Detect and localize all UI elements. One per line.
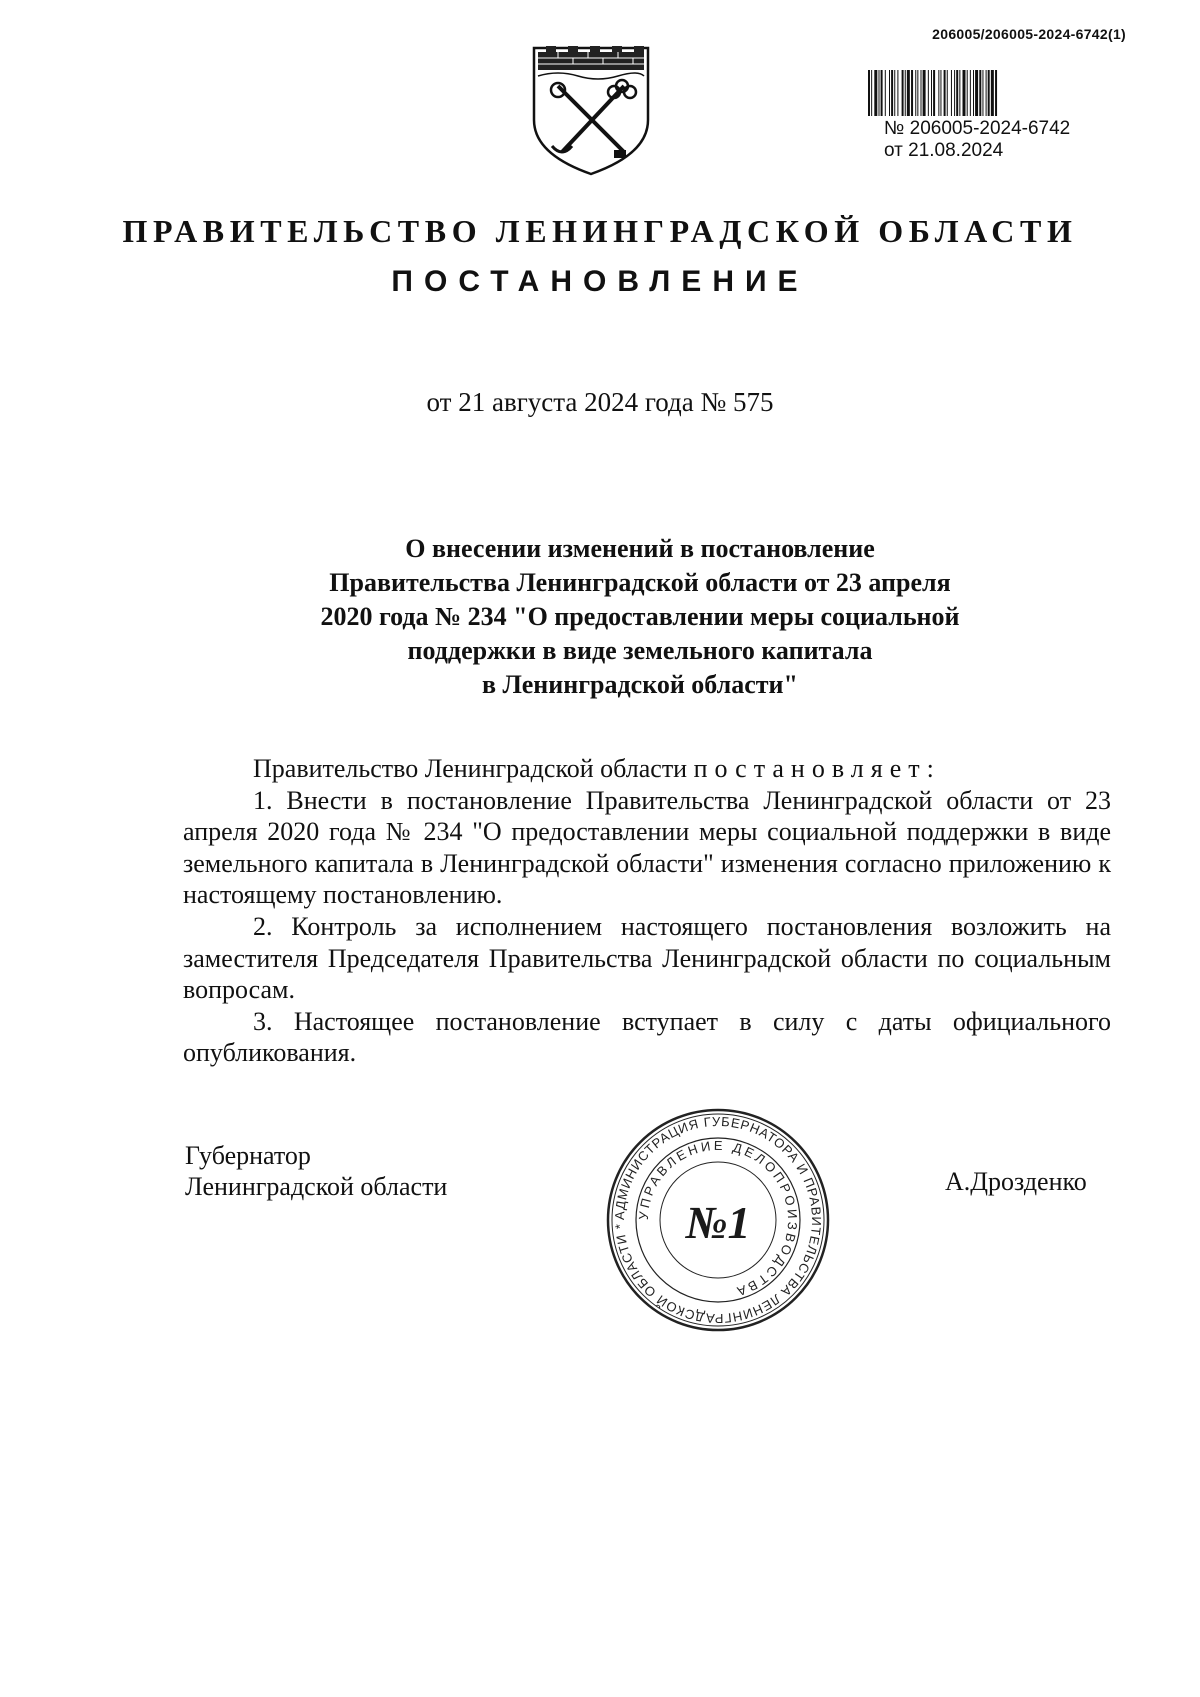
barcode-bar (868, 70, 870, 116)
barcode-bar (879, 70, 880, 116)
seal-number: №1 (685, 1197, 751, 1248)
barcode-bar (915, 70, 916, 116)
barcode-bar (923, 70, 926, 116)
barcode-bar (986, 70, 987, 116)
title-line: поддержки в виде земельного капитала (407, 636, 873, 665)
barcode-bar (933, 70, 935, 116)
barcode-bar (902, 70, 904, 116)
seal-outer-text: АДМИНИСТРАЦИЯ ГУБЕРНАТОРА И ПРАВИТЕЛЬСТВА ЛЕНИНГРАДСКОЙ ОБЛАСТИ * (611, 1113, 825, 1327)
barcode-bar (891, 70, 893, 116)
barcode-bar (970, 70, 971, 116)
barcode-bar (954, 70, 955, 116)
barcode-bar (991, 70, 994, 116)
barcode-bar (894, 70, 895, 116)
title-line: Правительства Ленинградской области от 23 апреля (329, 568, 951, 597)
registration-date: от 21.08.2024 (884, 140, 1004, 161)
clause-3: 3. Настоящее постановление вступает в силу с даты официального опубликования. (183, 1006, 1111, 1068)
barcode-bar (963, 70, 966, 116)
signatory-position (185, 1140, 447, 1202)
barcode-bar (931, 70, 932, 116)
barcode-bar (995, 70, 997, 116)
barcode-bar (940, 70, 941, 116)
barcode-bar (874, 70, 877, 116)
clause-1: 1. Внести в постановление Правительства Ленинградской области от 23 апреля 2020 года № 234 "О предоставлении меры социальной поддержки в виде земельного капитала в Ленинградской области" изменения согласно приложению к настоящему постановлению. (183, 785, 1111, 910)
barcode-bar (917, 70, 918, 116)
barcode-bar (921, 70, 922, 116)
barcode-bar (951, 70, 952, 116)
barcode-bar (905, 70, 906, 116)
seal-inner-text: УПРАВЛЕНИЕ ДЕЛОПРОИЗВОДСТВА (635, 1137, 801, 1300)
coat-of-arms-icon (528, 42, 654, 176)
registration-number: № 206005-2024-6742 (884, 118, 1071, 139)
barcode-bar (907, 70, 910, 116)
resolves-word: постановляет: (693, 754, 941, 783)
preamble-paragraph (183, 753, 1111, 785)
registration-stamp (884, 118, 1174, 162)
government-name: ПРАВИТЕЛЬСТВО ЛЕНИНГРАДСКОЙ ОБЛАСТИ (122, 213, 1078, 249)
barcode-bar (871, 70, 872, 116)
signatory-name: А.Дрозденко (945, 1167, 1087, 1196)
barcode-bar (988, 70, 990, 116)
barcode-bar (959, 70, 960, 116)
barcode-bar (944, 70, 946, 116)
signatory-position-line: Ленинградской области (185, 1172, 448, 1201)
signatory-position-line: Губернатор (185, 1141, 311, 1170)
document-title (270, 532, 1010, 702)
clause-2: 2. Контроль за исполнением настоящего постановления возложить на заместителя Председателя Правительства Ленинградской области по социальным вопросам. (183, 911, 1111, 1005)
document-date-number: от 21 августа 2024 года № 575 (426, 387, 774, 417)
document-body (183, 753, 1111, 1069)
barcode-bar (967, 70, 968, 116)
title-line: 2020 года № 234 "О предоставлении меры социальной (320, 602, 960, 631)
barcode-bar (975, 70, 978, 116)
barcode-bar (979, 70, 981, 116)
registration-code-top: 206005/206005-2024-6742(1) (932, 26, 1126, 42)
barcode-bar (982, 70, 983, 116)
barcode-bar (928, 70, 929, 116)
title-line: в Ленинградской области" (482, 670, 798, 699)
barcode (868, 70, 1130, 116)
barcode-bar (885, 70, 886, 116)
barcode-bar (938, 70, 939, 116)
barcode-bar (973, 70, 974, 116)
document-type: ПОСТАНОВЛЕНИЕ (391, 265, 809, 298)
barcode-bar (911, 70, 913, 116)
barcode-bar (947, 70, 948, 116)
barcode-bar (881, 70, 883, 116)
barcode-bar (897, 70, 898, 116)
barcode-bar (956, 70, 958, 116)
barcode-bar (889, 70, 890, 116)
title-line: О внесении изменений в постановление (405, 534, 875, 563)
preamble-text: Правительство Ленинградской области (253, 754, 688, 783)
